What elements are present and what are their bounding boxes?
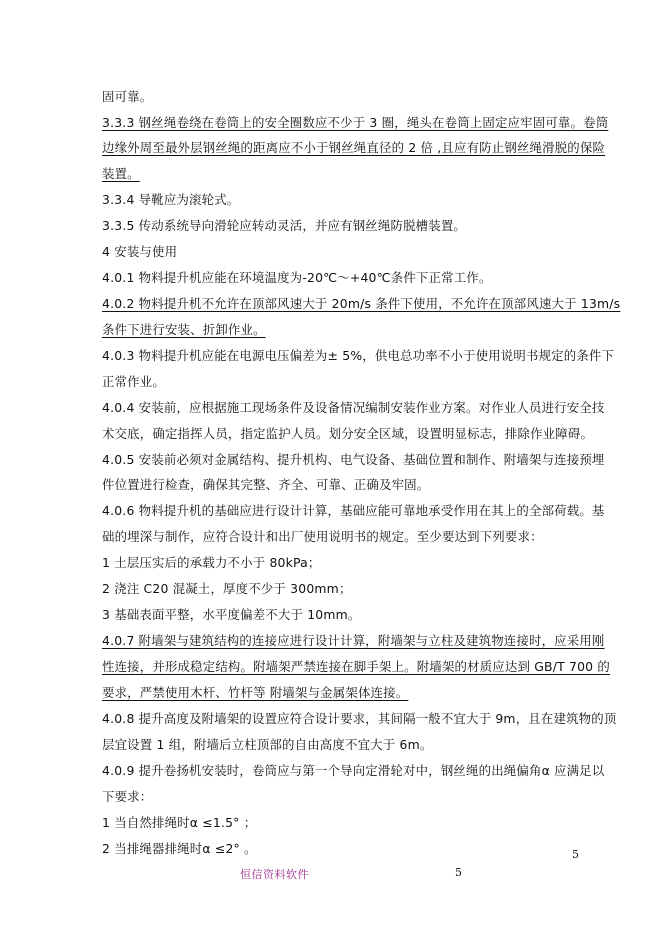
text-line: 条件下进行安装、折卸作业。 <box>102 322 266 337</box>
text-line: 件位置进行检查，确保其完整、齐全、可靠、正确及牢固。 <box>102 477 430 492</box>
text-line: 2 浇注 C20 混凝土，厚度不少于 300mm； <box>102 581 352 596</box>
text-line: 性连接，并形成稳定结构。附墙架严禁连接在脚手架上。附墙架的材质应达到 GB/T 700 的 <box>102 659 610 674</box>
text-line: 4.0.2 物料提升机不允许在顶部风速大于 20m/s 条件下使用，不允许在顶部风速大于 13m/s <box>102 296 621 311</box>
text-line: 4.0.4 安装前，应根据施工现场条件及设备情况编制安装作业方案。对作业人员进行安全技 <box>102 400 605 415</box>
page-number-center: 5 <box>455 866 462 879</box>
text-line: 装置。 <box>102 166 140 181</box>
text-line: 3.3.4 导靴应为滚轮式。 <box>102 192 240 207</box>
footer-brand: 恒信资料软件 <box>240 868 309 881</box>
text-line: 4.0.1 物料提升机应能在环境温度为-20℃～+40℃条件下正常工作。 <box>102 270 492 285</box>
text-line: 1 当自然排绳时α ≤1.5° ； <box>102 815 257 830</box>
text-line: 2 当排绳器排绳时α ≤2° 。 <box>102 841 257 856</box>
text-line: 3 基础表面平整，水平度偏差不大于 10mm。 <box>102 607 361 622</box>
text-line: 下要求： <box>102 789 153 804</box>
page-number: 5 <box>572 848 579 861</box>
section-heading: 4 安装与使用 <box>102 244 178 259</box>
text-line: 正常作业。 <box>102 374 165 389</box>
text-line: 础的埋深与制作，应符合设计和出厂使用说明书的规定。至少要达到下列要求： <box>102 529 543 544</box>
text-line: 4.0.6 物料提升机的基础应进行设计计算，基础应能可靠地承受作用在其上的全部荷载。基 <box>102 503 605 518</box>
text-line: 术交底，确定指挥人员，指定监护人员。划分安全区域，设置明显标志，排除作业障碍。 <box>102 426 594 441</box>
text-line: 3.3.5 传动系统导向滑轮应转动灵活，并应有钢丝绳防脱槽装置。 <box>102 218 467 233</box>
text-line: 4.0.5 安装前必须对金属结构、提升机构、电气设备、基础位置和制作、附墙架与连接预埋 <box>102 452 605 467</box>
text-line: 4.0.3 物料提升机应能在电源电压偏差为± 5%，供电总功率不小于使用说明书规定的条件下 <box>102 348 615 363</box>
text-line: 要求，严禁使用木杆、竹杆等 附墙架与金属架体连接。 <box>102 685 409 700</box>
text-line: 3.3.3 钢丝绳卷绕在卷筒上的安全圈数应不少于 3 圈，绳头在卷筒上固定应牢固可靠。卷筒 <box>102 115 609 130</box>
text-line: 4.0.9 提升卷扬机安装时，卷筒应与第一个导向定滑轮对中，钢丝绳的出绳偏角α 应满足以 <box>102 763 605 778</box>
text-line: 边缘外周至最外层钢丝绳的距离应不小于钢丝绳直径的 2 倍 ,且应有防止钢丝绳滑脱的保险 <box>102 140 606 155</box>
text-line: 固可靠。 <box>102 89 153 104</box>
text-line: 4.0.7 附墙架与建筑结构的连接应进行设计计算，附墙架与立柱及建筑物连接时，应采用刚 <box>102 633 605 648</box>
text-line: 4.0.8 提升高度及附墙架的设置应符合设计要求，其间隔一般不宜大于 9m，且在建筑物的顶 <box>102 711 617 726</box>
text-line: 层宜设置 1 组，附墙后立柱顶部的自由高度不宜大于 6m。 <box>102 737 433 752</box>
text-line: 1 土层压实后的承载力不小于 80kPa； <box>102 555 321 570</box>
